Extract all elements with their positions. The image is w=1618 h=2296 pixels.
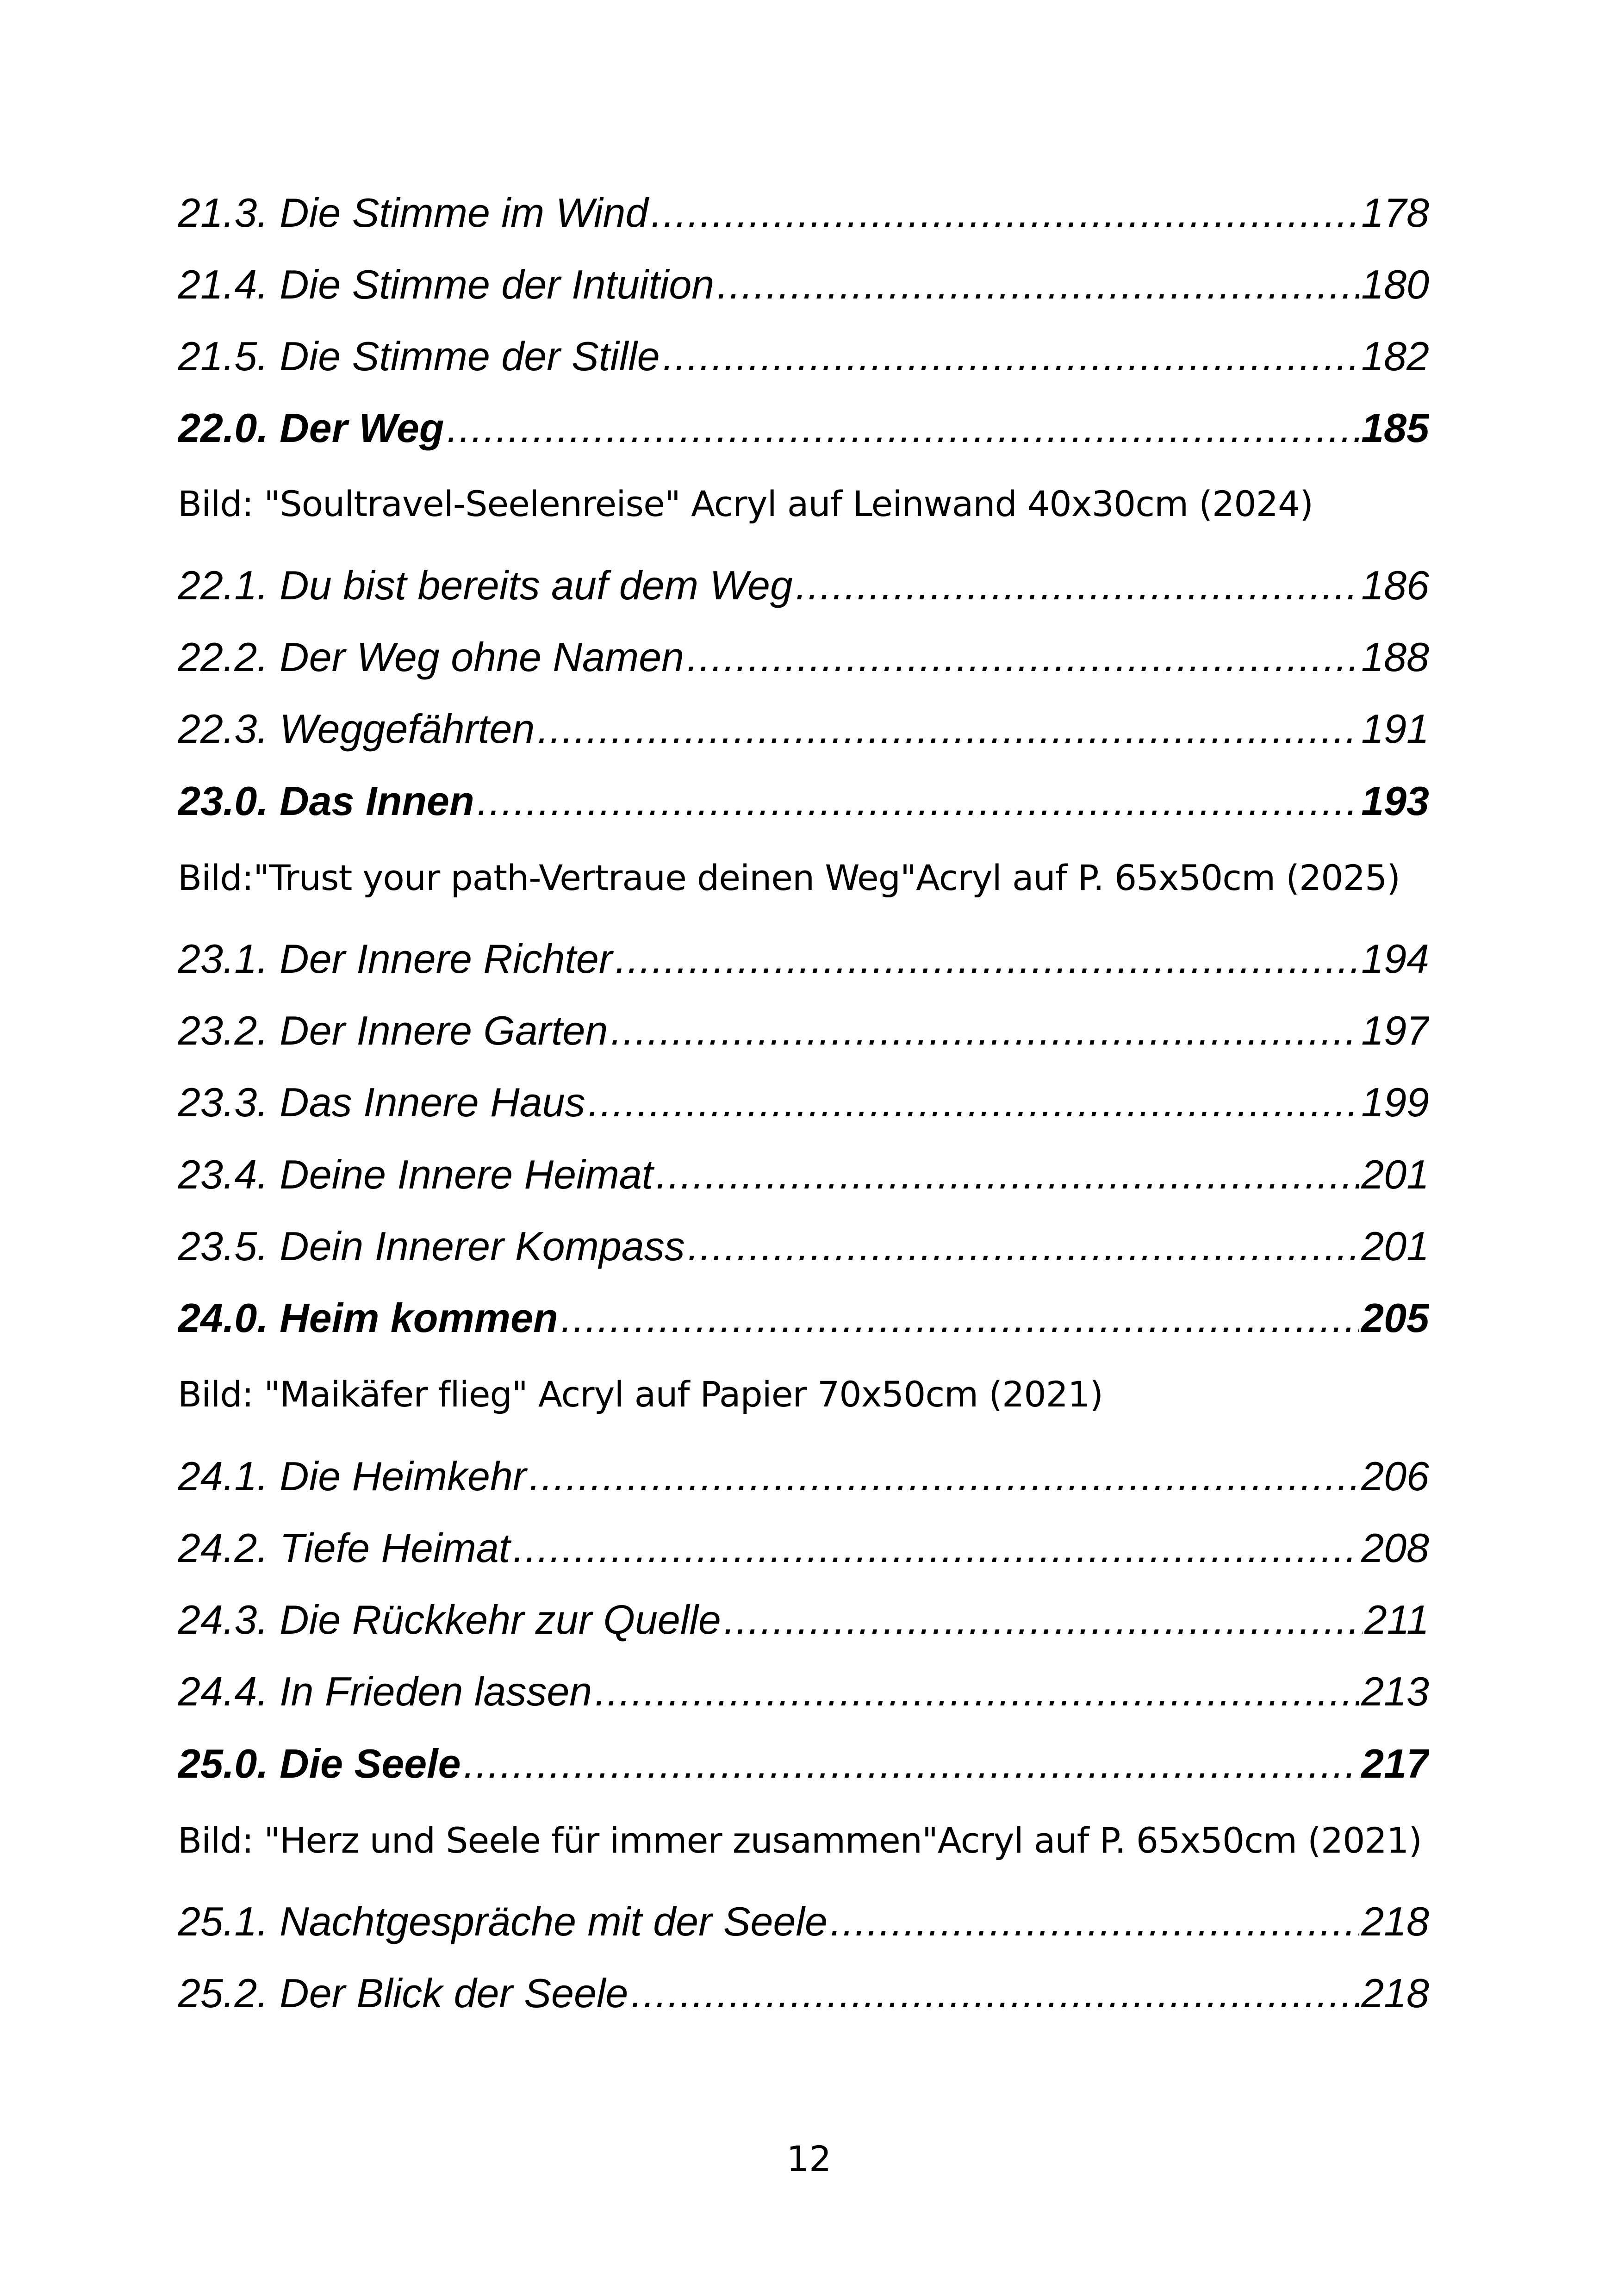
toc-entry[interactable] (178, 703, 1429, 754)
toc-entry-page: 208 (1361, 1525, 1429, 1571)
toc-entry-title: 24.1. Die Heimkehr (178, 1453, 527, 1499)
toc-entry[interactable] (178, 632, 1429, 683)
toc-entry-title: 22.3. Weggefährten (178, 706, 535, 752)
image-caption: Bild: "Soultravel-Seelenreise" Acryl auf Leinwand 40x30cm (2024) (178, 483, 1313, 524)
dot-leader (513, 1523, 1359, 1574)
toc-entry-title: 25.0. Die Seele (178, 1741, 461, 1786)
toc-entry-title: 23.0. Das Innen (178, 778, 474, 824)
toc-entry-title: 23.1. Der Innere Richter (178, 936, 613, 982)
dot-leader (687, 632, 1359, 683)
toc-entry-title: 24.2. Tiefe Heimat (178, 1525, 510, 1571)
toc-entry-page: 213 (1361, 1668, 1429, 1714)
toc-entry[interactable] (178, 187, 1429, 238)
toc-entry-page: 186 (1361, 562, 1429, 608)
toc-chapter-entry[interactable] (178, 1293, 1429, 1344)
toc-entry-page: 194 (1361, 936, 1429, 982)
toc-entry-title: 21.4. Die Stimme der Intuition (178, 261, 715, 307)
dot-leader (688, 1221, 1359, 1272)
dot-leader (663, 331, 1359, 382)
toc-entry-page: 217 (1361, 1741, 1429, 1786)
toc-entry-page: 201 (1361, 1223, 1429, 1269)
toc-entry-title: 23.3. Das Innere Haus (178, 1079, 585, 1125)
dot-leader (717, 259, 1359, 310)
toc-entry-page: 218 (1361, 1898, 1429, 1944)
toc-entry-title: 24.0. Heim kommen (178, 1295, 558, 1341)
toc-chapter-entry[interactable] (178, 776, 1429, 827)
toc-entry-page: 197 (1361, 1008, 1429, 1053)
dot-leader (656, 1149, 1359, 1200)
toc-chapter-entry[interactable] (178, 1738, 1429, 1789)
toc-entry-page: 188 (1361, 634, 1429, 680)
toc-entry-title: 23.4. Deine Innere Heimat (178, 1151, 653, 1197)
page-number: 12 (786, 2138, 832, 2179)
toc-entry-title: 25.2. Der Blick der Seele (178, 1970, 629, 2016)
toc-entry[interactable] (178, 1221, 1429, 1272)
dot-leader (595, 1666, 1359, 1717)
toc-chapter-entry[interactable] (178, 403, 1429, 454)
toc-entry[interactable] (178, 1594, 1429, 1645)
dot-leader (464, 1738, 1360, 1789)
image-caption: Bild: "Maikäfer flieg" Acryl auf Papier 70x50cm (2021) (178, 1374, 1103, 1415)
toc-entry[interactable] (178, 259, 1429, 310)
dot-leader (610, 1005, 1359, 1056)
toc-entry-title: 23.5. Dein Innerer Kompass (178, 1223, 685, 1269)
toc-entry[interactable] (178, 1149, 1429, 1200)
dot-leader (529, 1451, 1359, 1502)
dot-leader (447, 403, 1360, 454)
dot-leader (651, 187, 1359, 238)
dot-leader (561, 1293, 1359, 1344)
dot-leader (615, 933, 1359, 984)
dot-leader (724, 1594, 1363, 1645)
toc-entry-title: 24.4. In Frieden lassen (178, 1668, 592, 1714)
toc-entry[interactable] (178, 1666, 1429, 1717)
toc-entry-page: 185 (1361, 405, 1429, 451)
dot-leader (537, 703, 1359, 754)
toc-entry[interactable] (178, 1896, 1429, 1947)
toc-entry-page: 218 (1361, 1970, 1429, 2016)
toc-entry[interactable] (178, 560, 1429, 611)
toc-entry[interactable] (178, 933, 1429, 984)
toc-entry[interactable] (178, 1077, 1429, 1128)
toc-entry[interactable] (178, 1968, 1429, 2019)
toc-entry-title: 24.3. Die Rückkehr zur Quelle (178, 1597, 721, 1643)
image-caption: Bild: "Herz und Seele für immer zusammen"Acryl auf P. 65x50cm (2021) (178, 1820, 1422, 1861)
toc-entry-page: 182 (1361, 333, 1429, 379)
toc-entry-title: 21.5. Die Stimme der Stille (178, 333, 660, 379)
toc-entry-page: 191 (1361, 706, 1429, 752)
toc-entry[interactable] (178, 1523, 1429, 1574)
toc-entry-page: 178 (1361, 190, 1429, 236)
image-caption: Bild:"Trust your path-Vertraue deinen Weg"Acryl auf P. 65x50cm (2025) (178, 857, 1400, 898)
toc-entry-title: 25.1. Nachtgespräche mit der Seele (178, 1898, 828, 1944)
toc-entry[interactable] (178, 1451, 1429, 1502)
toc-entry[interactable] (178, 1005, 1429, 1056)
toc-entry-page: 205 (1361, 1295, 1429, 1341)
toc-entry-title: 22.2. Der Weg ohne Namen (178, 634, 685, 680)
dot-leader (796, 560, 1359, 611)
toc-entry[interactable] (178, 331, 1429, 382)
dot-leader (631, 1968, 1359, 2019)
toc-entry-title: 21.3. Die Stimme im Wind (178, 190, 648, 236)
toc-entry-page: 201 (1361, 1151, 1429, 1197)
toc-entry-title: 23.2. Der Innere Garten (178, 1008, 608, 1053)
dot-leader (477, 776, 1359, 827)
toc-entry-page: 211 (1364, 1597, 1429, 1643)
toc-entry-title: 22.1. Du bist bereits auf dem Weg (178, 562, 793, 608)
toc-entry-page: 193 (1361, 778, 1429, 824)
dot-leader (830, 1896, 1359, 1947)
toc-entry-page: 206 (1361, 1453, 1429, 1499)
toc-entry-title: 22.0. Der Weg (178, 405, 444, 451)
toc-entry-page: 180 (1361, 261, 1429, 307)
dot-leader (588, 1077, 1360, 1128)
toc-entry-page: 199 (1361, 1079, 1429, 1125)
